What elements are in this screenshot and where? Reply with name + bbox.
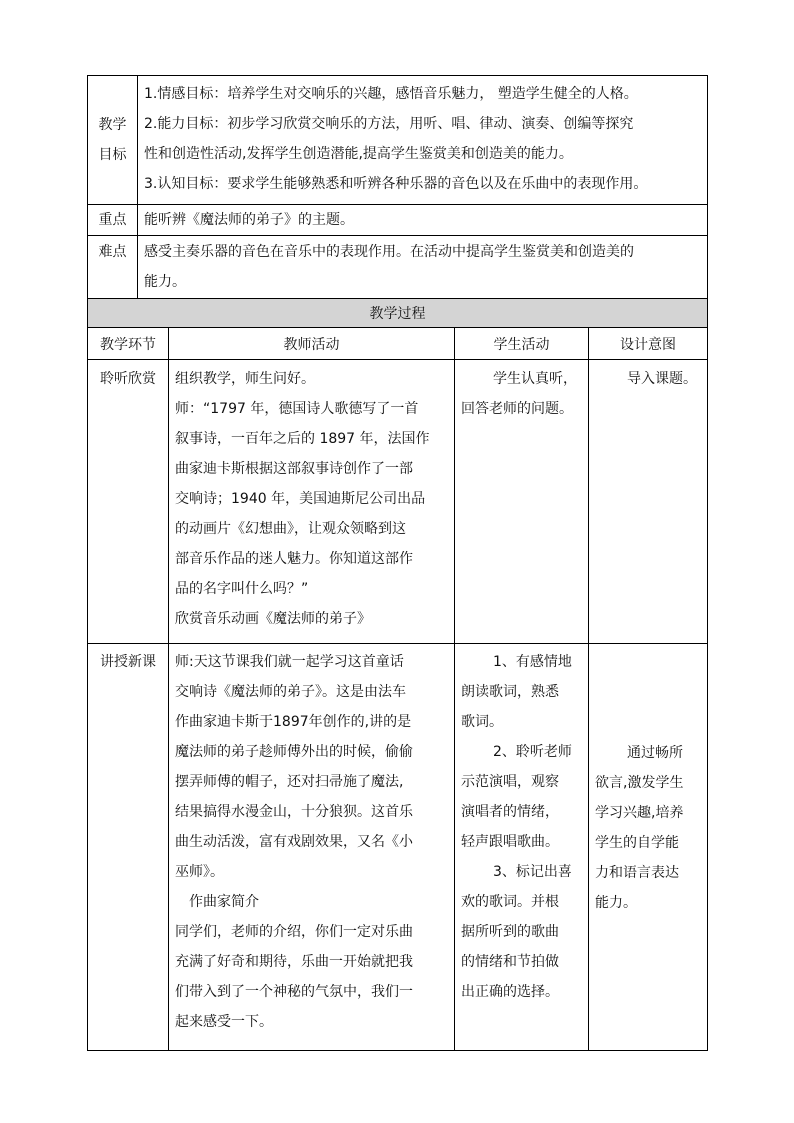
student-line: 欢的歌词。并根 (461, 894, 559, 910)
objective-line: 2.能力目标：初步学习欣赏交响乐的方法，用听、唱、律动、演奏、创编等探究 (144, 116, 634, 132)
teacher-line: 们带入到了一个神秘的气氛中，我们一 (175, 984, 413, 1000)
teacher-line: 同学们，老师的介绍，你们一定对乐曲 (175, 924, 413, 940)
intent-line: 通过畅所 (627, 745, 683, 761)
teacher-line: 摆弄师傅的帽子，还对扫帚施了魔法, (175, 774, 404, 790)
teacher-line: 组织教学，师生问好。 (175, 371, 315, 387)
objectives-label-line: 教学 (98, 117, 127, 133)
student-line: 的情绪和节拍做 (461, 954, 559, 970)
student-line: 轻声跟唱歌曲。 (461, 834, 559, 850)
teacher-line: 充满了好奇和期待，乐曲一开始就把我 (175, 954, 413, 970)
teacher-line: 曲家迪卡斯根据这部叙事诗创作了一部 (175, 461, 413, 477)
difficulty-content (138, 236, 708, 300)
teacher-line: 巫师》。 (175, 864, 224, 880)
teacher-line: 的动画片《幻想曲》，让观众领略到这 (175, 521, 406, 537)
key-point-text: 能听辨《魔法师的弟子》的主题。 (138, 205, 708, 236)
teacher-line: 部音乐作品的迷人魅力。你知道这部作 (175, 551, 413, 567)
student-activity-cell (455, 360, 589, 644)
header-student: 学生活动 (455, 328, 589, 360)
student-line: 演唱者的情绪， (461, 804, 559, 820)
student-line: 回答老师的问题。 (461, 401, 573, 417)
header-teacher: 教师活动 (169, 328, 455, 360)
intent-line: 学习兴趣,培养 (595, 805, 684, 821)
objective-line: 1.情感目标：培养学生对交响乐的兴趣，感悟音乐魅力， 塑造学生健全的人格。 (144, 86, 638, 102)
header-intent: 设计意图 (589, 328, 708, 360)
student-line: 据所听到的歌曲 (461, 924, 559, 940)
teacher-line: 交响诗《魔法师的弟子》。这是由法车 (175, 684, 406, 700)
intent-line: 能力。 (595, 895, 637, 911)
key-point-row (88, 205, 708, 236)
intent-cell (589, 644, 708, 1051)
teacher-line: 曲生动活泼，富有戏剧效果，又名《小 (175, 834, 413, 850)
process-row-listening (88, 360, 708, 644)
student-activity-cell (455, 644, 589, 1051)
difficulty-label: 难点 (88, 236, 138, 300)
student-line: 2、聆听老师 (493, 744, 572, 760)
teacher-line: 叙事诗，一百年之后的 1897 年，法国作 (175, 431, 430, 447)
key-point-label: 重点 (88, 205, 138, 236)
teacher-line: 交响诗；1940 年，美国迪斯尼公司出品 (175, 491, 426, 507)
teacher-line: 师：“1797 年，德国诗人歌德写了一首 (175, 401, 419, 417)
header-stage: 教学环节 (88, 328, 169, 360)
difficulty-line: 感受主奏乐器的音色在音乐中的表现作用。在活动中提高学生鉴赏美和创造美的 (144, 244, 634, 260)
student-line: 1、有感情地 (493, 654, 572, 670)
objective-line: 3.认知目标：要求学生能够熟悉和听辨各种乐器的音色以及在乐曲中的表现作用。 (144, 176, 648, 192)
student-line: 示范演唱，观察 (461, 774, 559, 790)
process-header-row (88, 328, 708, 360)
teacher-line: 品的名字叫什么吗？” (175, 581, 309, 597)
student-line: 歌词。 (461, 714, 503, 730)
teacher-line: 作曲家迪卡斯于1897年创作的,讲的是 (175, 714, 412, 730)
teacher-activity-cell (169, 644, 455, 1051)
process-row-new-lesson (88, 644, 708, 1051)
intent-line: 学生的自学能 (595, 835, 679, 851)
stage-cell: 聆听欣赏 (88, 360, 169, 644)
objectives-row (88, 76, 708, 205)
process-title-row (88, 299, 708, 328)
objectives-table (87, 75, 708, 300)
process-table (87, 298, 708, 1051)
teacher-line: 结果搞得水漫金山，十分狼狈。这首乐 (175, 804, 413, 820)
teacher-line: 欣赏音乐动画《魔法师的弟子》 (175, 611, 371, 627)
student-line: 3、标记出喜 (493, 864, 572, 880)
objectives-label (88, 76, 138, 205)
objectives-label-line: 目标 (98, 147, 127, 163)
student-line: 出正确的选择。 (461, 984, 559, 1000)
teacher-line: 起来感受一下。 (175, 1014, 273, 1030)
student-line: 学生认真听， (493, 371, 577, 387)
teacher-line: 师:天这节课我们就一起学习这首童话 (175, 654, 404, 670)
intent-cell (589, 360, 708, 644)
teacher-activity-cell (169, 360, 455, 644)
process-title: 教学过程 (88, 299, 708, 328)
teacher-line: 作曲家简介 (189, 894, 259, 910)
objectives-content (138, 76, 708, 205)
student-line: 朗读歌词，熟悉 (461, 684, 559, 700)
intent-line: 导入课题。 (627, 371, 697, 387)
teacher-line: 魔法师的弟子趁师傅外出的时候，偷偷 (175, 744, 413, 760)
difficulty-row (88, 236, 708, 300)
difficulty-line: 能力。 (144, 274, 186, 290)
intent-line: 欲言,激发学生 (595, 775, 684, 791)
intent-line: 力和语言表达 (595, 865, 679, 881)
stage-cell: 讲授新课 (88, 644, 169, 1051)
objective-line: 性和创造性活动,发挥学生创造潜能,提高学生鉴赏美和创造美的能力。 (144, 146, 573, 162)
